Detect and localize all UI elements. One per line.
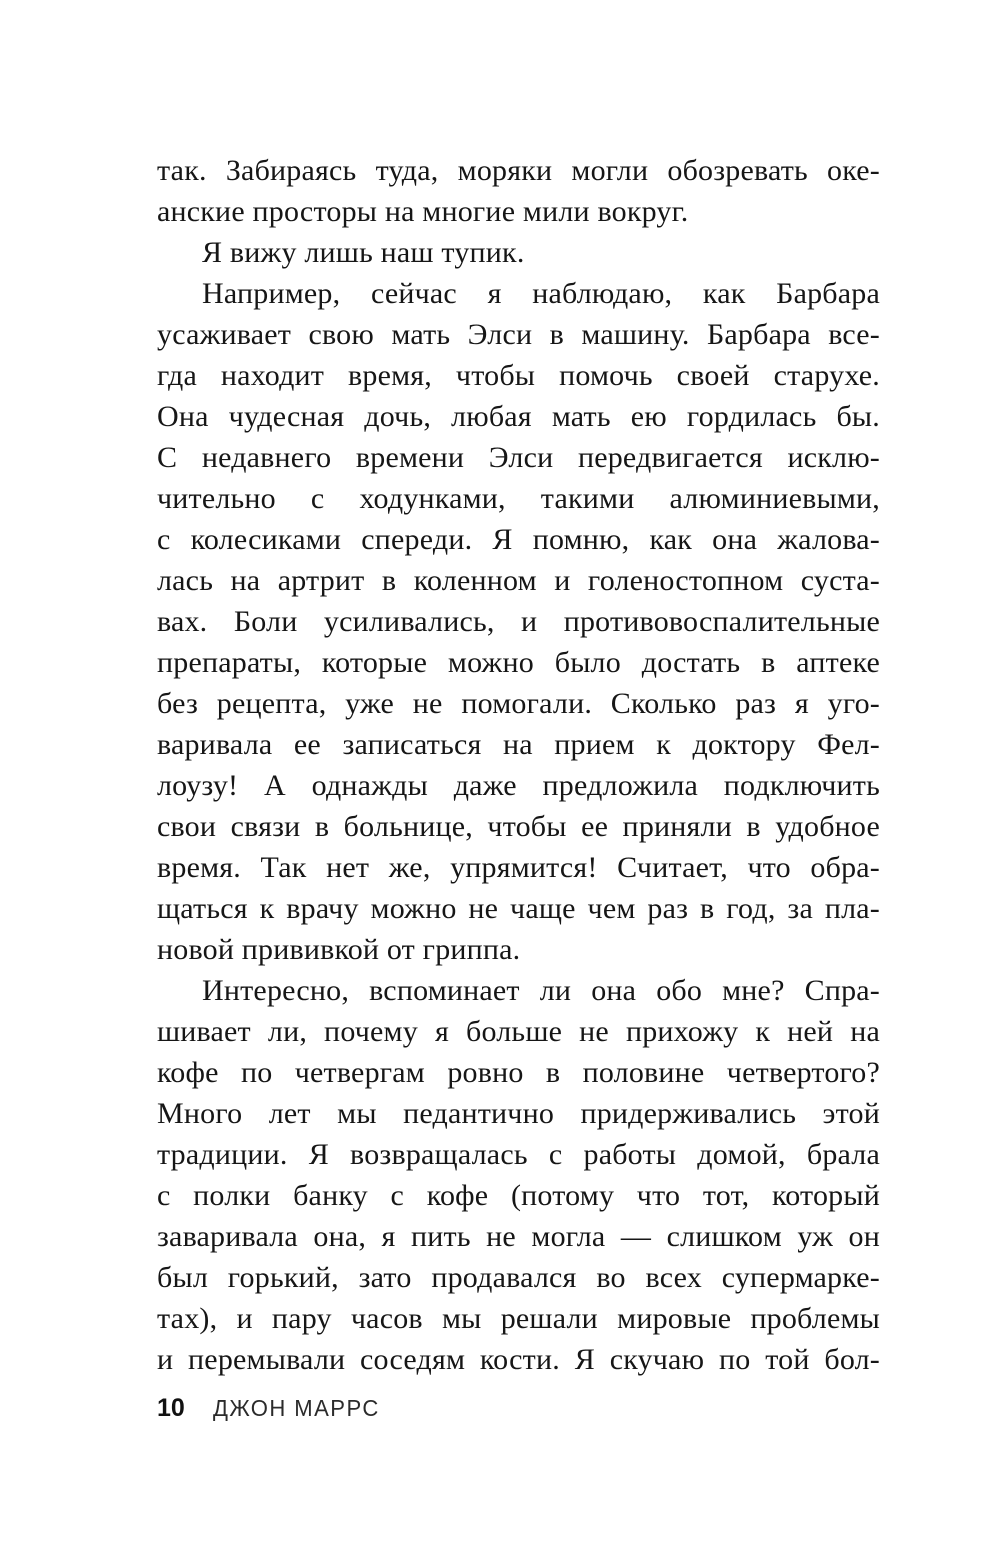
text-line: чительно с ходунками, такими алюминиевыми, bbox=[157, 482, 880, 515]
text-line: кофе по четвергам ровно в половине четвертого? bbox=[157, 1056, 880, 1089]
text-line: был горький, зато продавался во всех супермарке- bbox=[157, 1261, 880, 1294]
text-line: с колесиками спереди. Я помню, как она жалова- bbox=[157, 523, 880, 556]
text-line: заваривала она, я пить не могла — слишком уж он bbox=[157, 1220, 880, 1253]
text-line: и перемывали соседям кости. Я скучаю по той бол- bbox=[157, 1343, 880, 1376]
text-line: Много лет мы педантично придерживались этой bbox=[157, 1097, 880, 1130]
text-line: Я вижу лишь наш тупик. bbox=[202, 236, 525, 269]
text-line: тах), и пару часов мы решали мировые проблемы bbox=[157, 1302, 880, 1335]
text-line: с полки банку с кофе (потому что тот, который bbox=[157, 1179, 880, 1212]
page-number: 10 bbox=[157, 1394, 185, 1422]
text-line: щаться к врачу можно не чаще чем раз в год, за пла- bbox=[157, 892, 880, 925]
text-line: гда находит время, чтобы помочь своей старухе. bbox=[157, 359, 880, 392]
body-text bbox=[157, 150, 880, 1380]
page-footer bbox=[157, 1394, 880, 1423]
text-line: лоузу! А однажды даже предложила подключить bbox=[157, 769, 880, 802]
text-line: лась на артрит в коленном и голеностопном суста- bbox=[157, 564, 880, 597]
text-line: анские просторы на многие мили вокруг. bbox=[157, 195, 689, 228]
text-line: Интересно, вспоминает ли она обо мне? Спра- bbox=[202, 974, 880, 1007]
text-line: вах. Боли усиливались, и противовоспалительные bbox=[157, 605, 880, 638]
text-line: традиции. Я возвращалась с работы домой, брала bbox=[157, 1138, 880, 1171]
text-line: Например, сейчас я наблюдаю, как Барбара bbox=[202, 277, 880, 310]
running-title: ДЖОН МАРРС bbox=[212, 1395, 380, 1421]
text-line: препараты, которые можно было достать в аптеке bbox=[157, 646, 880, 679]
text-line: без рецепта, уже не помогали. Сколько раз я уго- bbox=[157, 687, 880, 720]
text-line: С недавнего времени Элси передвигается исклю- bbox=[157, 441, 880, 474]
text-line: свои связи в больнице, чтобы ее приняли в удобное bbox=[157, 810, 880, 843]
text-line: Она чудесная дочь, любая мать ею гордилась бы. bbox=[157, 400, 880, 433]
text-line: усаживает свою мать Элси в машину. Барбара все- bbox=[157, 318, 880, 351]
text-line: шивает ли, почему я больше не прихожу к ней на bbox=[157, 1015, 880, 1048]
text-line: время. Так нет же, упрямится! Считает, что обра- bbox=[157, 851, 880, 884]
text-line: новой прививкой от гриппа. bbox=[157, 933, 521, 966]
text-line: так. Забираясь туда, моряки могли обозревать оке- bbox=[157, 154, 880, 187]
text-line: варивала ее записаться на прием к доктору Фел- bbox=[157, 728, 880, 761]
